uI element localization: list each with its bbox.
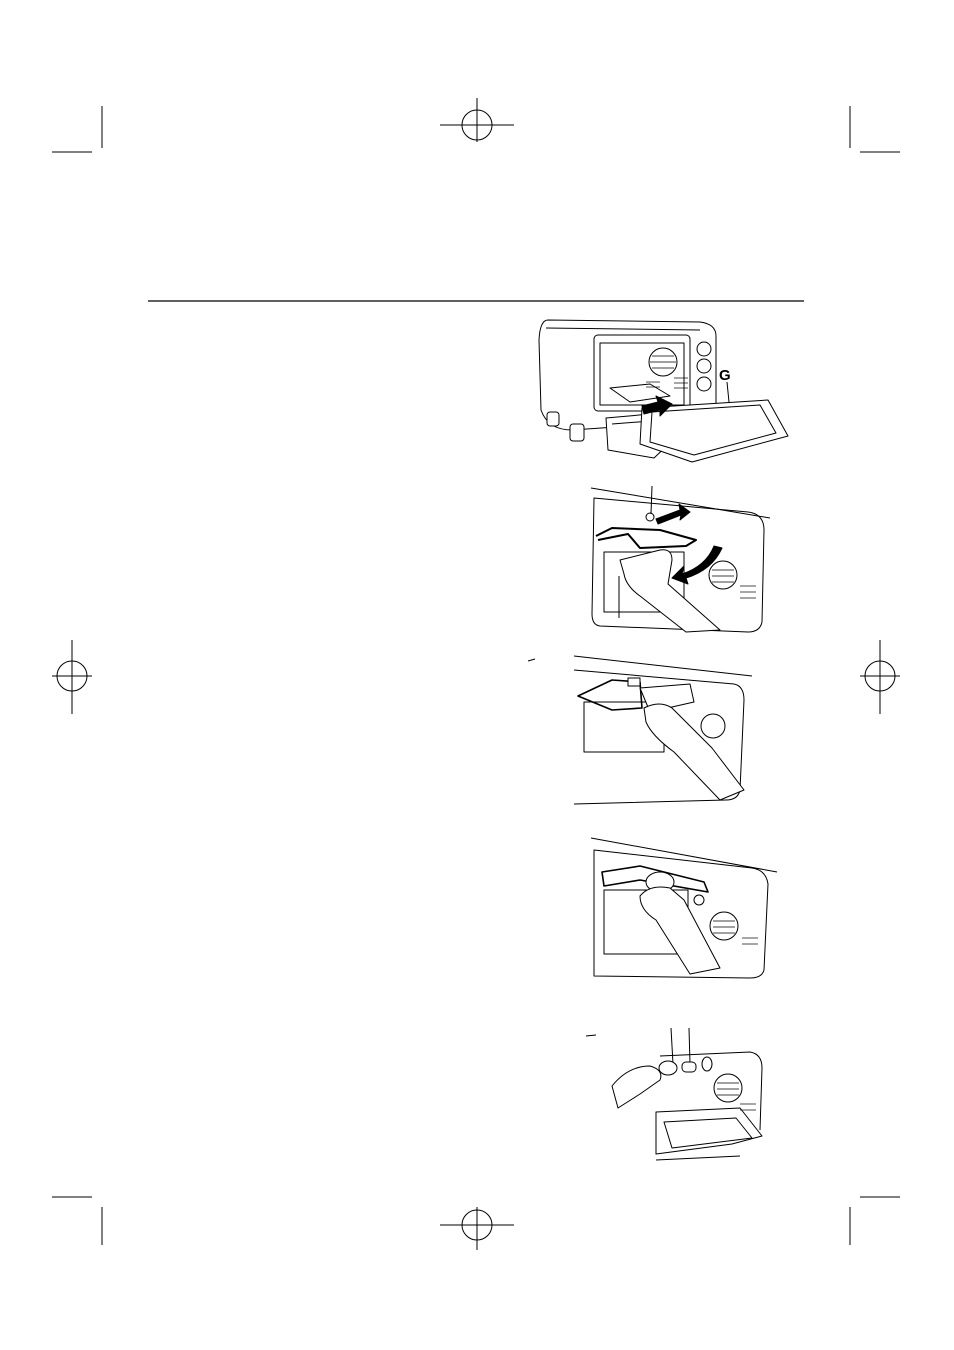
crop-marks bbox=[52, 106, 900, 1245]
figure-grill-element bbox=[591, 486, 770, 632]
figure-lamp-cover bbox=[528, 656, 752, 804]
registration-mark-bottom bbox=[440, 1207, 514, 1250]
figure-bulb-replacement bbox=[586, 1028, 762, 1160]
figure-lamp-unscrew bbox=[591, 838, 777, 978]
registration-mark-right bbox=[860, 640, 900, 714]
figure-label-g: G bbox=[719, 367, 731, 384]
registration-mark-left bbox=[52, 640, 92, 714]
figure-oven-crumb-tray bbox=[539, 320, 788, 462]
registration-mark-top bbox=[440, 98, 514, 142]
